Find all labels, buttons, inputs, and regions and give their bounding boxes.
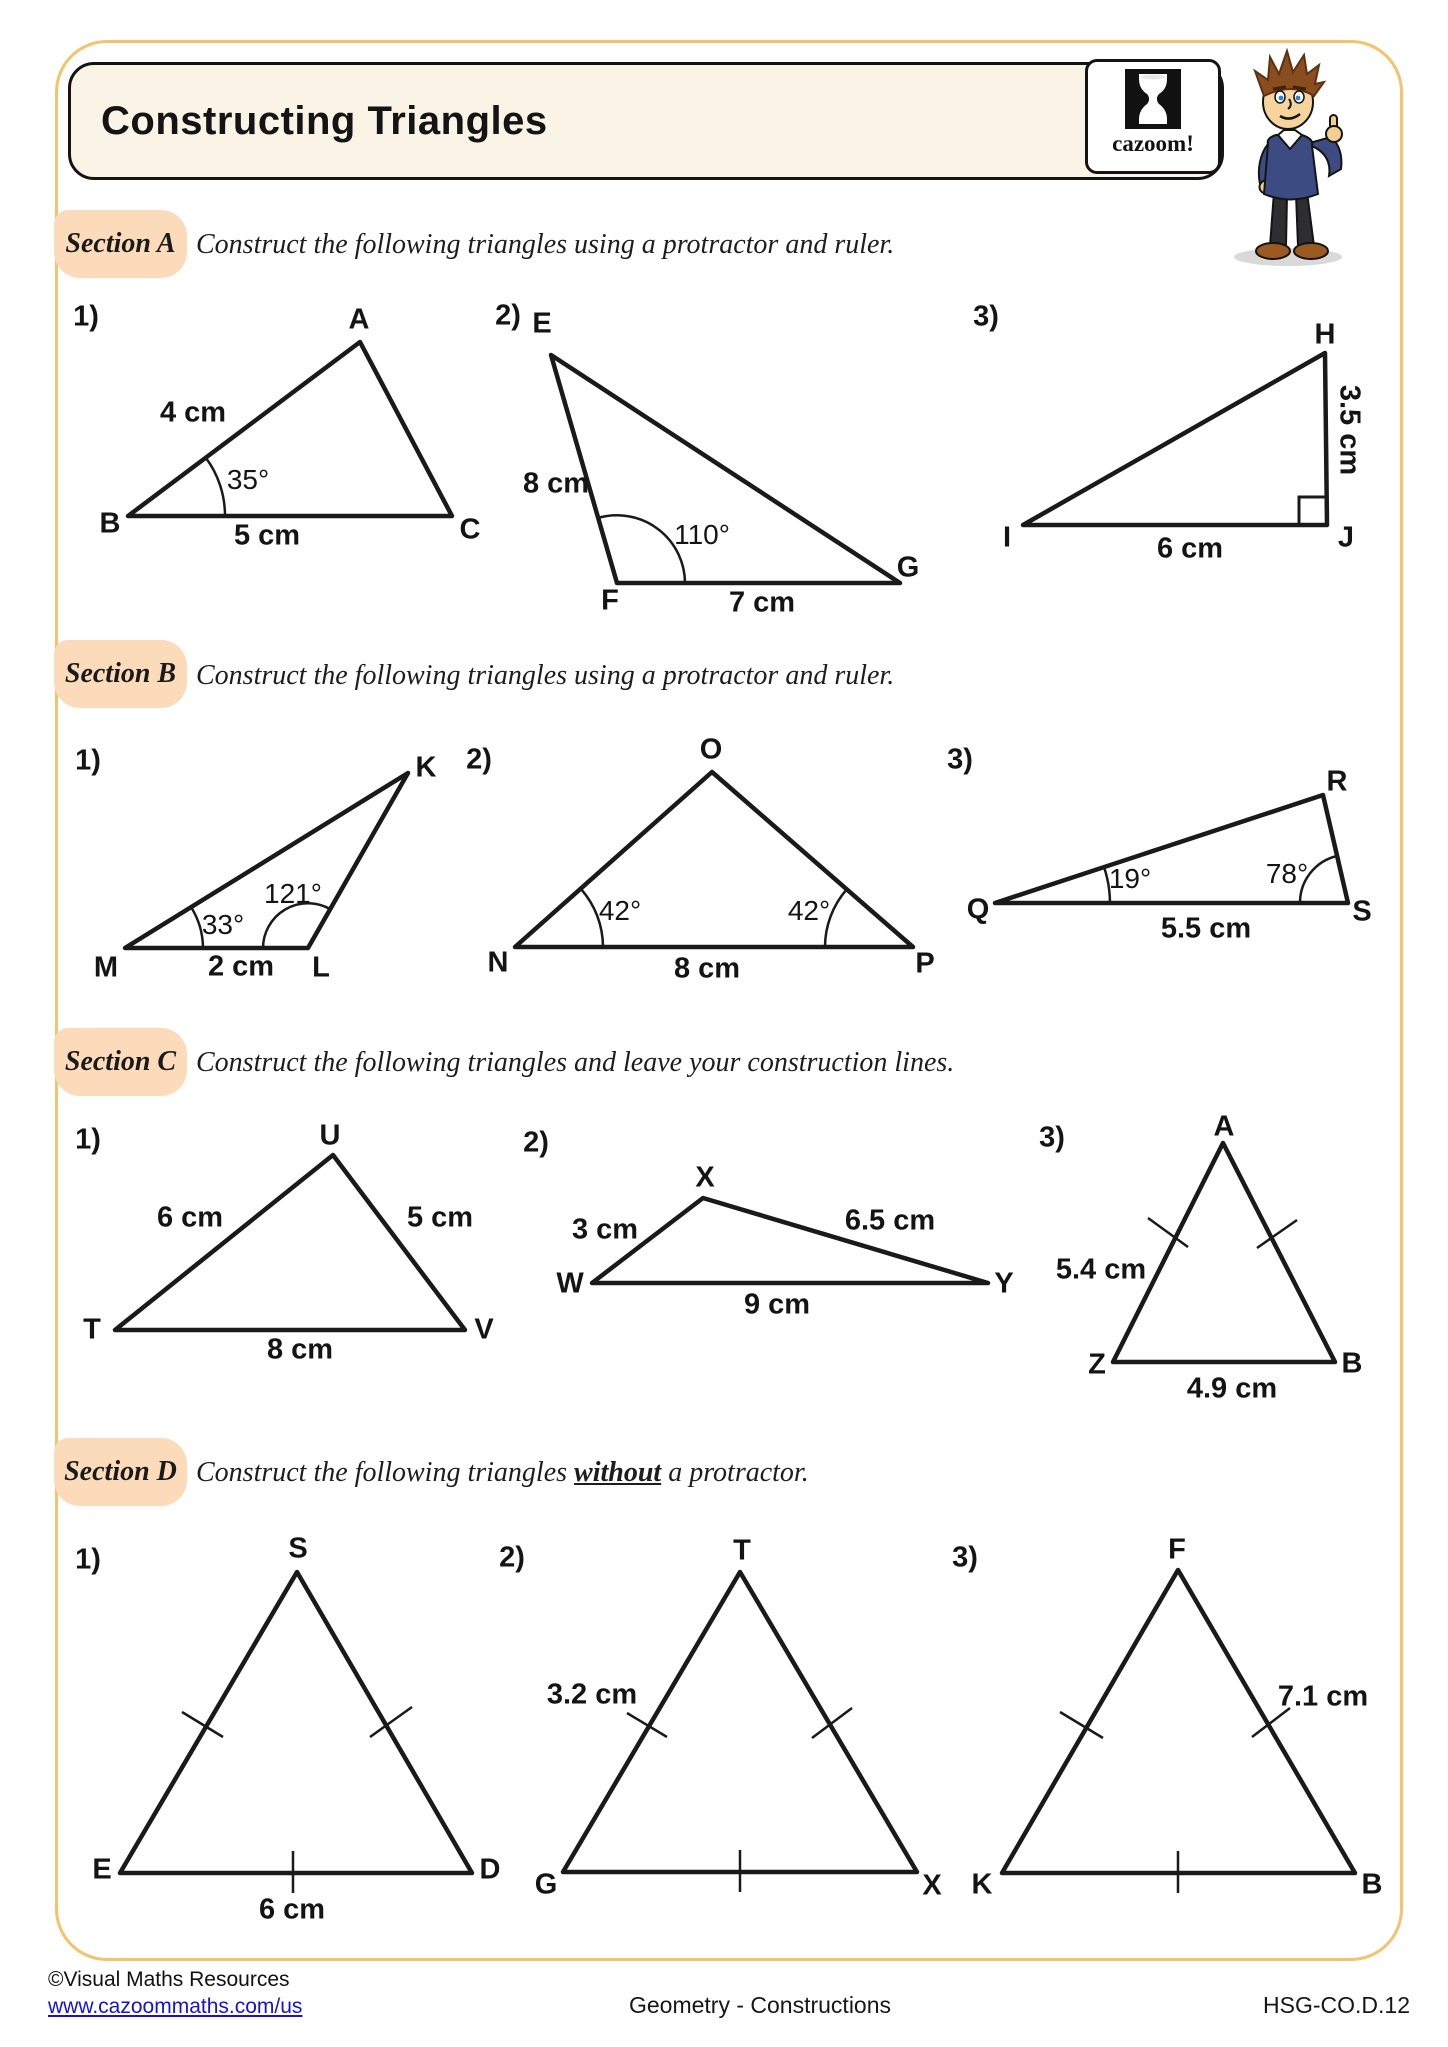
tick-mark	[812, 1708, 852, 1738]
problem-number: 1)	[73, 300, 99, 333]
vertex-label: U	[319, 1119, 341, 1152]
footer-left	[48, 1966, 302, 2021]
vertex-label: B	[99, 507, 121, 540]
instruction-text: Construct the following triangles and leave your construction lines.	[196, 1047, 955, 1078]
side-length-label: 6 cm	[156, 1201, 224, 1234]
vertex-label: Q	[966, 893, 990, 926]
instruction-text: Construct the following triangles using a protractor and ruler.	[196, 229, 895, 260]
side-length-label: 6 cm	[258, 1893, 326, 1926]
side-length-label: 5.5 cm	[1160, 912, 1252, 945]
vertex-label: A	[1213, 1110, 1235, 1143]
side-length-label: 2 cm	[207, 950, 275, 983]
triangle-GTX	[563, 1572, 917, 1892]
vertex-label: D	[479, 1853, 501, 1886]
vertex-label: S	[288, 1532, 308, 1565]
vertex-label: A	[348, 303, 370, 336]
side-length-label: 4 cm	[159, 396, 227, 429]
triangle-KFB	[1002, 1570, 1355, 1893]
vertex-label: I	[1002, 521, 1012, 554]
angle-label: 110°	[674, 519, 730, 550]
copyright-text: ©Visual Maths Resources	[48, 1968, 290, 1991]
right-angle-marker	[1299, 497, 1327, 525]
side-length-label: 8 cm	[673, 952, 741, 985]
vertex-label: J	[1337, 521, 1355, 554]
side-length-label: 5 cm	[233, 519, 301, 552]
footer-subject: Geometry - Constructions	[628, 1992, 892, 2018]
angle-label: 42°	[787, 895, 831, 926]
side-length-label: 7.1 cm	[1277, 1680, 1369, 1713]
side-length-label: 8 cm	[266, 1333, 334, 1366]
angle-label: 35°	[226, 464, 270, 495]
vertex-label: L	[312, 951, 330, 984]
side-length-label: 5.4 cm	[1055, 1253, 1147, 1286]
side-length-label: 9 cm	[743, 1288, 811, 1321]
side-length-label: 6 cm	[1156, 532, 1224, 565]
triangle-ZAB	[1113, 1143, 1335, 1362]
problem-number: 3)	[952, 1541, 978, 1574]
vertex-label: G	[896, 551, 920, 584]
instruction-text: Construct the following triangles using a protractor and ruler.	[196, 660, 895, 691]
side-length-label: 5 cm	[406, 1201, 474, 1234]
triangle-NOP	[515, 772, 913, 947]
problem-number: 1)	[75, 744, 101, 777]
vertex-label: P	[915, 947, 935, 980]
vertex-label: W	[556, 1267, 584, 1300]
standard-code: HSG-CO.D.12	[1263, 1992, 1410, 2018]
section-label-text: Section C	[64, 1046, 177, 1077]
angle-label: 19°	[1108, 863, 1152, 894]
vertex-label: R	[1326, 765, 1348, 798]
instruction-text: Construct the following triangles	[196, 1457, 575, 1488]
vertex-label: C	[459, 513, 481, 546]
problem-number: 2)	[466, 743, 492, 776]
vertex-label: F	[601, 584, 619, 617]
vertex-label: B	[1361, 1868, 1383, 1901]
problem-number: 3)	[1039, 1121, 1065, 1154]
angle-label: 42°	[598, 895, 642, 926]
side-length-label: 6.5 cm	[844, 1204, 936, 1237]
problem-number: 2)	[499, 1541, 525, 1574]
vertex-label: N	[487, 946, 509, 979]
problem-number: 1)	[75, 1123, 101, 1156]
instruction-emphasis: without	[574, 1457, 662, 1488]
vertex-label: T	[733, 1534, 751, 1567]
problem-number: 2)	[495, 299, 521, 332]
vertex-label: Y	[994, 1267, 1014, 1300]
vertex-label: F	[1168, 1533, 1186, 1566]
section-label-text: Section B	[64, 658, 177, 689]
problem-number: 2)	[523, 1126, 549, 1159]
vertex-label: M	[93, 951, 119, 984]
triangle-ESD	[120, 1572, 472, 1893]
side-length-label: 4.9 cm	[1186, 1372, 1278, 1405]
angle-label: 78°	[1265, 858, 1309, 889]
vertex-label: X	[922, 1869, 942, 1902]
vertex-label: B	[1341, 1347, 1363, 1380]
brand-name: cazoom!	[1112, 131, 1194, 156]
side-length-label: 8 cm	[522, 467, 590, 500]
vertex-label: V	[474, 1313, 494, 1346]
vertex-label: X	[695, 1161, 715, 1194]
vertex-label: S	[1352, 895, 1372, 928]
vertex-label: H	[1314, 318, 1336, 351]
side-length-label: 3.2 cm	[546, 1678, 638, 1711]
angle-label: 33°	[201, 909, 245, 940]
vertex-label: O	[699, 733, 723, 766]
vertex-label: T	[83, 1313, 101, 1346]
side-length-label: 3 cm	[571, 1213, 639, 1246]
instruction-suffix: a protractor.	[661, 1457, 809, 1488]
problem-number: 3)	[947, 743, 973, 776]
vertex-label: E	[92, 1853, 112, 1886]
section-label-text: Section A	[65, 228, 176, 259]
vertex-label: K	[415, 751, 437, 784]
vertex-label: Z	[1088, 1348, 1106, 1381]
triangle-HIJ	[1023, 353, 1327, 525]
vertex-label: G	[534, 1868, 558, 1901]
vertex-label: E	[532, 307, 552, 340]
vertex-label: K	[971, 1868, 993, 1901]
side-length-label: 7 cm	[728, 586, 796, 619]
triangle-TUV	[115, 1155, 465, 1330]
website-link[interactable]: www.cazoommaths.com/us	[48, 1995, 303, 2019]
section-label-text: Section D	[64, 1456, 177, 1487]
page-title: Constructing Triangles	[101, 98, 548, 143]
angle-label: 121°	[264, 878, 322, 909]
problem-number: 1)	[75, 1543, 101, 1576]
problem-number: 3)	[973, 300, 999, 333]
side-length-label: 3.5 cm	[1333, 384, 1366, 476]
triangle-KML	[125, 773, 408, 948]
